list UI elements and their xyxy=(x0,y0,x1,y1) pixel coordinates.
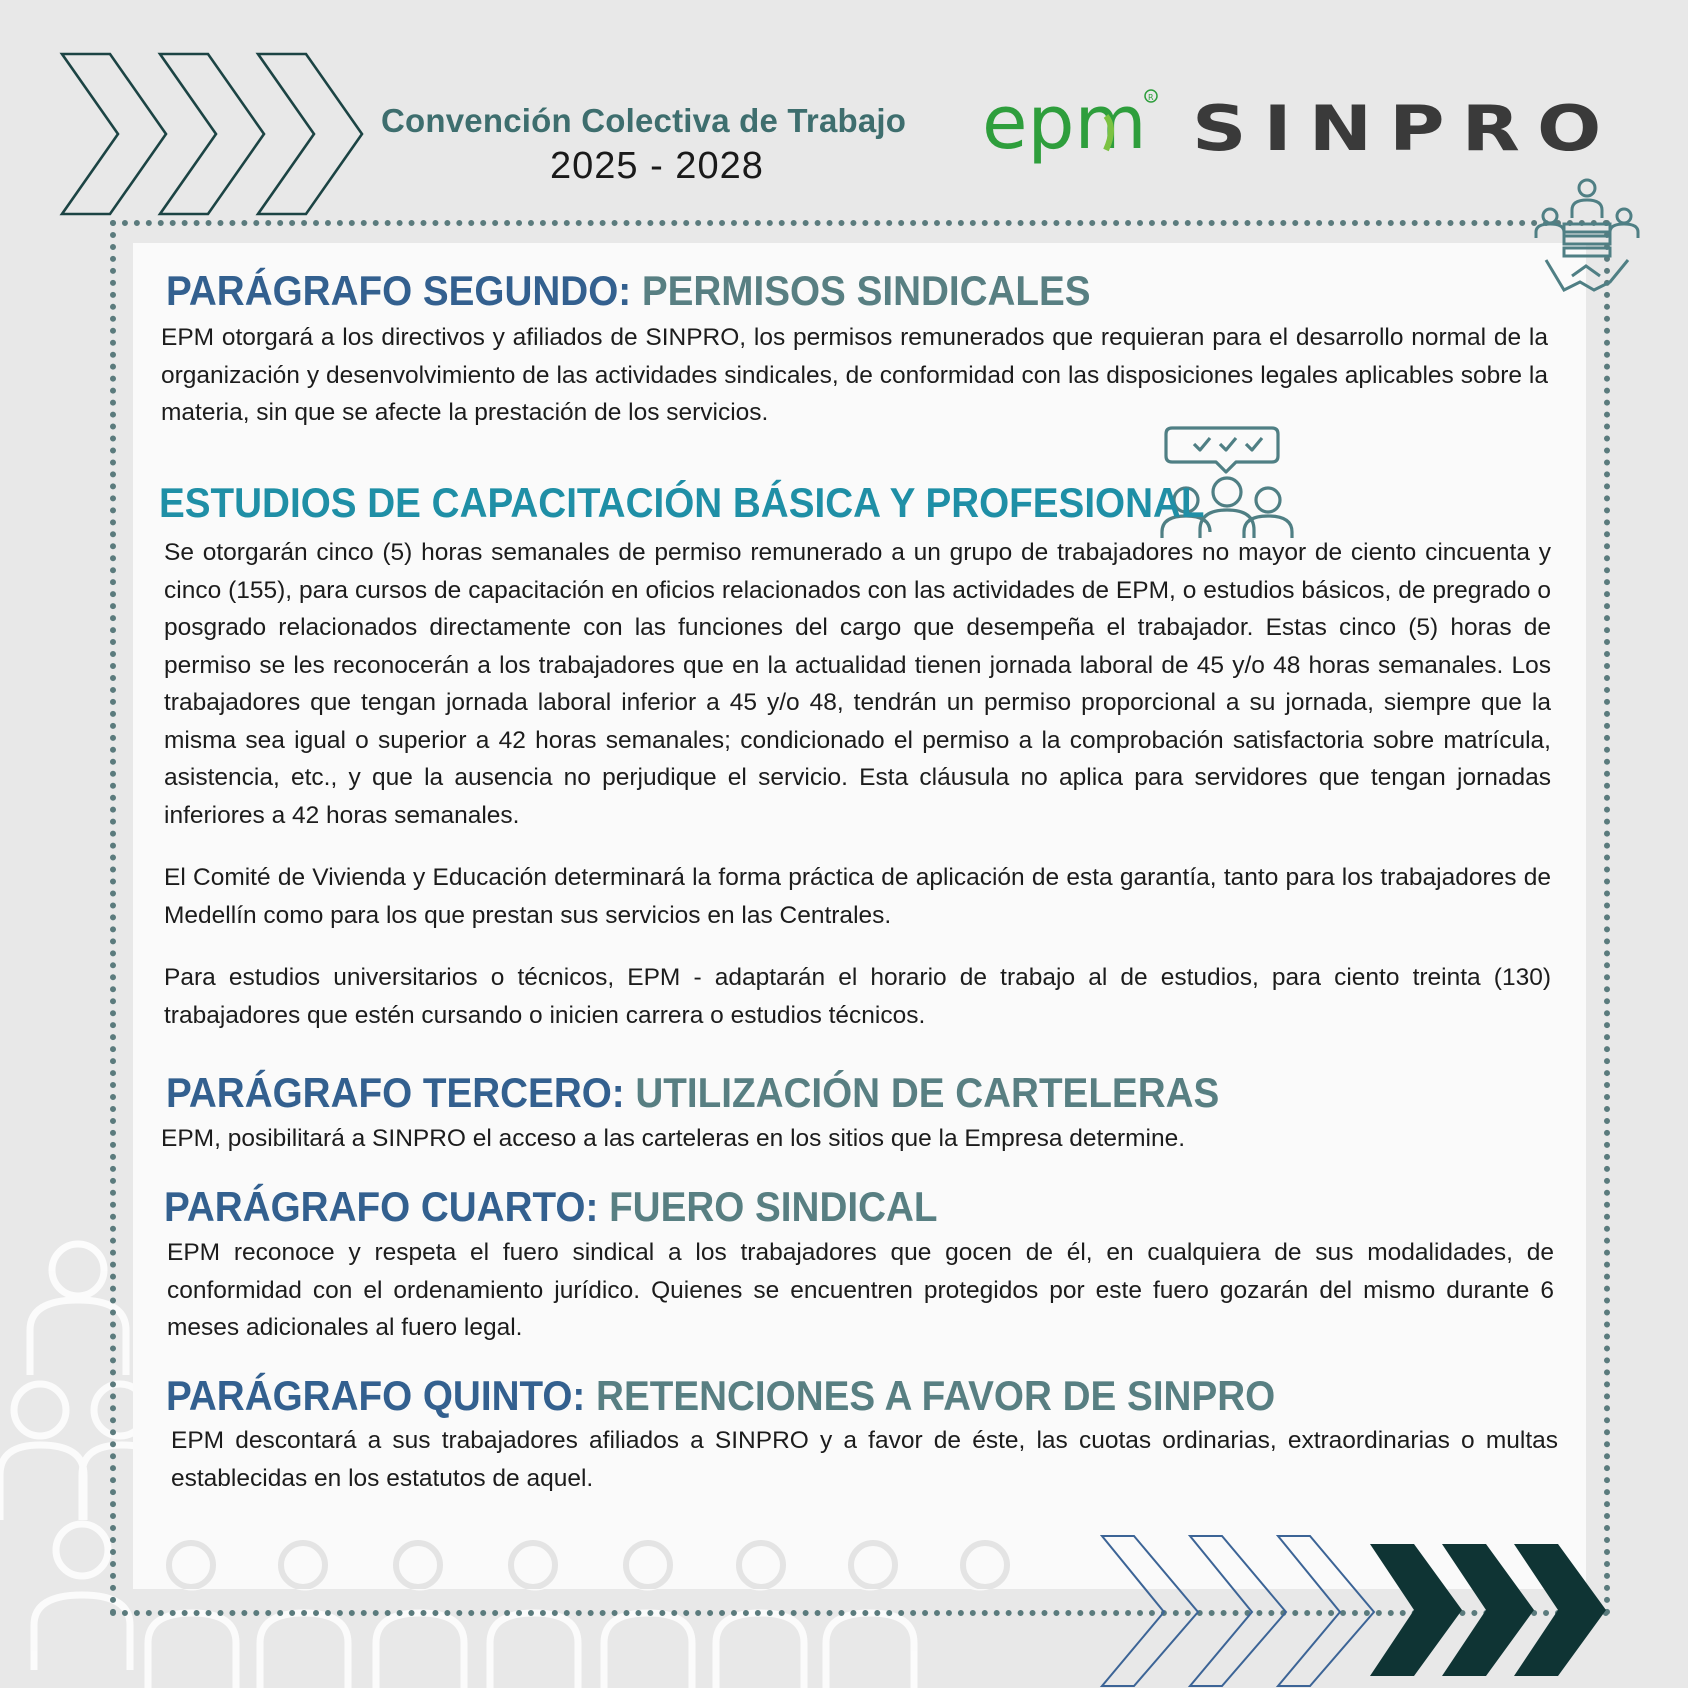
section-title: RETENCIONES A FAVOR DE SINPRO xyxy=(596,1372,1276,1419)
sinpro-logo xyxy=(1192,92,1618,165)
section-heading-estudios xyxy=(159,479,1205,526)
chevron-arrows-icon xyxy=(58,50,378,220)
section-title: FUERO SINDICAL xyxy=(609,1183,938,1230)
paragraph: EPM otorgará a los directivos y afiliados de SINPRO, los permisos remunerados que requieran para el desarrollo normal de la organización y desenvolvimiento de las actividades sindicales, de conformidad con las disposiciones legales aplicables sobre la materia, sin que se afecte la prestación de los servicios. xyxy=(161,324,1548,426)
section-heading-quinto xyxy=(166,1372,1276,1419)
header-title: Convención Colectiva de Trabajo xyxy=(381,102,907,139)
paragraph: El Comité de Vivienda y Educación determinará la forma práctica de aplicación de esta garantía, tanto para los trabajadores de Medellín como para los que prestan sus servicios en las Centrales. xyxy=(164,864,1551,929)
meeting-handshake-icon xyxy=(1532,176,1642,302)
section-label: PARÁGRAFO CUARTO: xyxy=(164,1183,599,1230)
sinpro-logo-wordmark: SINPRO xyxy=(1192,92,1619,165)
paragraph: EPM descontará a sus trabajadores afiliados a SINPRO y a favor de éste, las cuotas ordinarias, extraordinarias o multas establecidas en los estatutos de aquel. xyxy=(171,1427,1558,1492)
epm-logo-wordmark: epm xyxy=(982,80,1147,166)
paragraph: Para estudios universitarios o técnicos, EPM - adaptarán el horario de trabajo al de estudios, para ciento treinta (130) trabajadores que estén cursando o inicien carrera o estudios técnicos. xyxy=(164,964,1551,1029)
section-heading-tercero xyxy=(166,1069,1220,1116)
header-years: 2025 - 2028 xyxy=(550,145,764,187)
section-heading-cuarto xyxy=(164,1183,938,1230)
svg-text:R: R xyxy=(1148,93,1154,102)
section-title: PERMISOS SINDICALES xyxy=(641,267,1091,314)
section-label: PARÁGRAFO TERCERO: xyxy=(166,1069,625,1116)
epm-logo xyxy=(978,76,1158,176)
section-title: UTILIZACIÓN DE CARTELERAS xyxy=(635,1069,1220,1116)
paragraph: EPM, posibilitará a SINPRO el acceso a las carteleras en los sitios que la Empresa determine. xyxy=(161,1125,1186,1152)
section-heading-segundo xyxy=(166,267,1091,314)
section-label: PARÁGRAFO QUINTO: xyxy=(166,1372,586,1419)
epm-logo-icon xyxy=(978,76,1158,176)
paragraph: Se otorgarán cinco (5) horas semanales de permiso remunerado a un grupo de trabajadores no mayor de ciento cincuenta y cinco (155), para cursos de capacitación en oficios relacionados con las actividades de EPM, o estudios básicos, de pregrado o posgrado relacionados directamente con las funciones del cargo que desempeña el trabajador. Estas cinco (5) horas de permiso se les reconocerán a los trabajadores que en la actualidad tienen jornada laboral de 45 y/o 48 horas semanales. Los trabajadores que tengan jornada laboral inferior a 45 y/o 48, tendrán un permiso proporcional a su jornada, siempre que la misma sea igual o superior a 42 horas semanales; condicionado el permiso a la comprobación satisfactoria sobre matrícula, asistencia, etc., y que la ausencia no perjudique el servicio. Esta cláusula no aplica para servidores que tengan jornadas inferiores a 42 horas semanales. xyxy=(164,539,1551,829)
paragraph: EPM reconoce y respeta el fuero sindical a los trabajadores que gocen de él, en cualquiera de sus modalidades, de conformidad con el ordenamiento jurídico. Quienes se encuentren protegidos por este fuero gozarán del mismo durante 6 meses adicionales al fuero legal. xyxy=(167,1239,1554,1341)
section-title: ESTUDIOS DE CAPACITACIÓN BÁSICA Y PROFESIONAL xyxy=(159,479,1205,526)
chevron-arrows-icon xyxy=(1098,1532,1688,1688)
section-label: PARÁGRAFO SEGUNDO: xyxy=(166,267,632,314)
